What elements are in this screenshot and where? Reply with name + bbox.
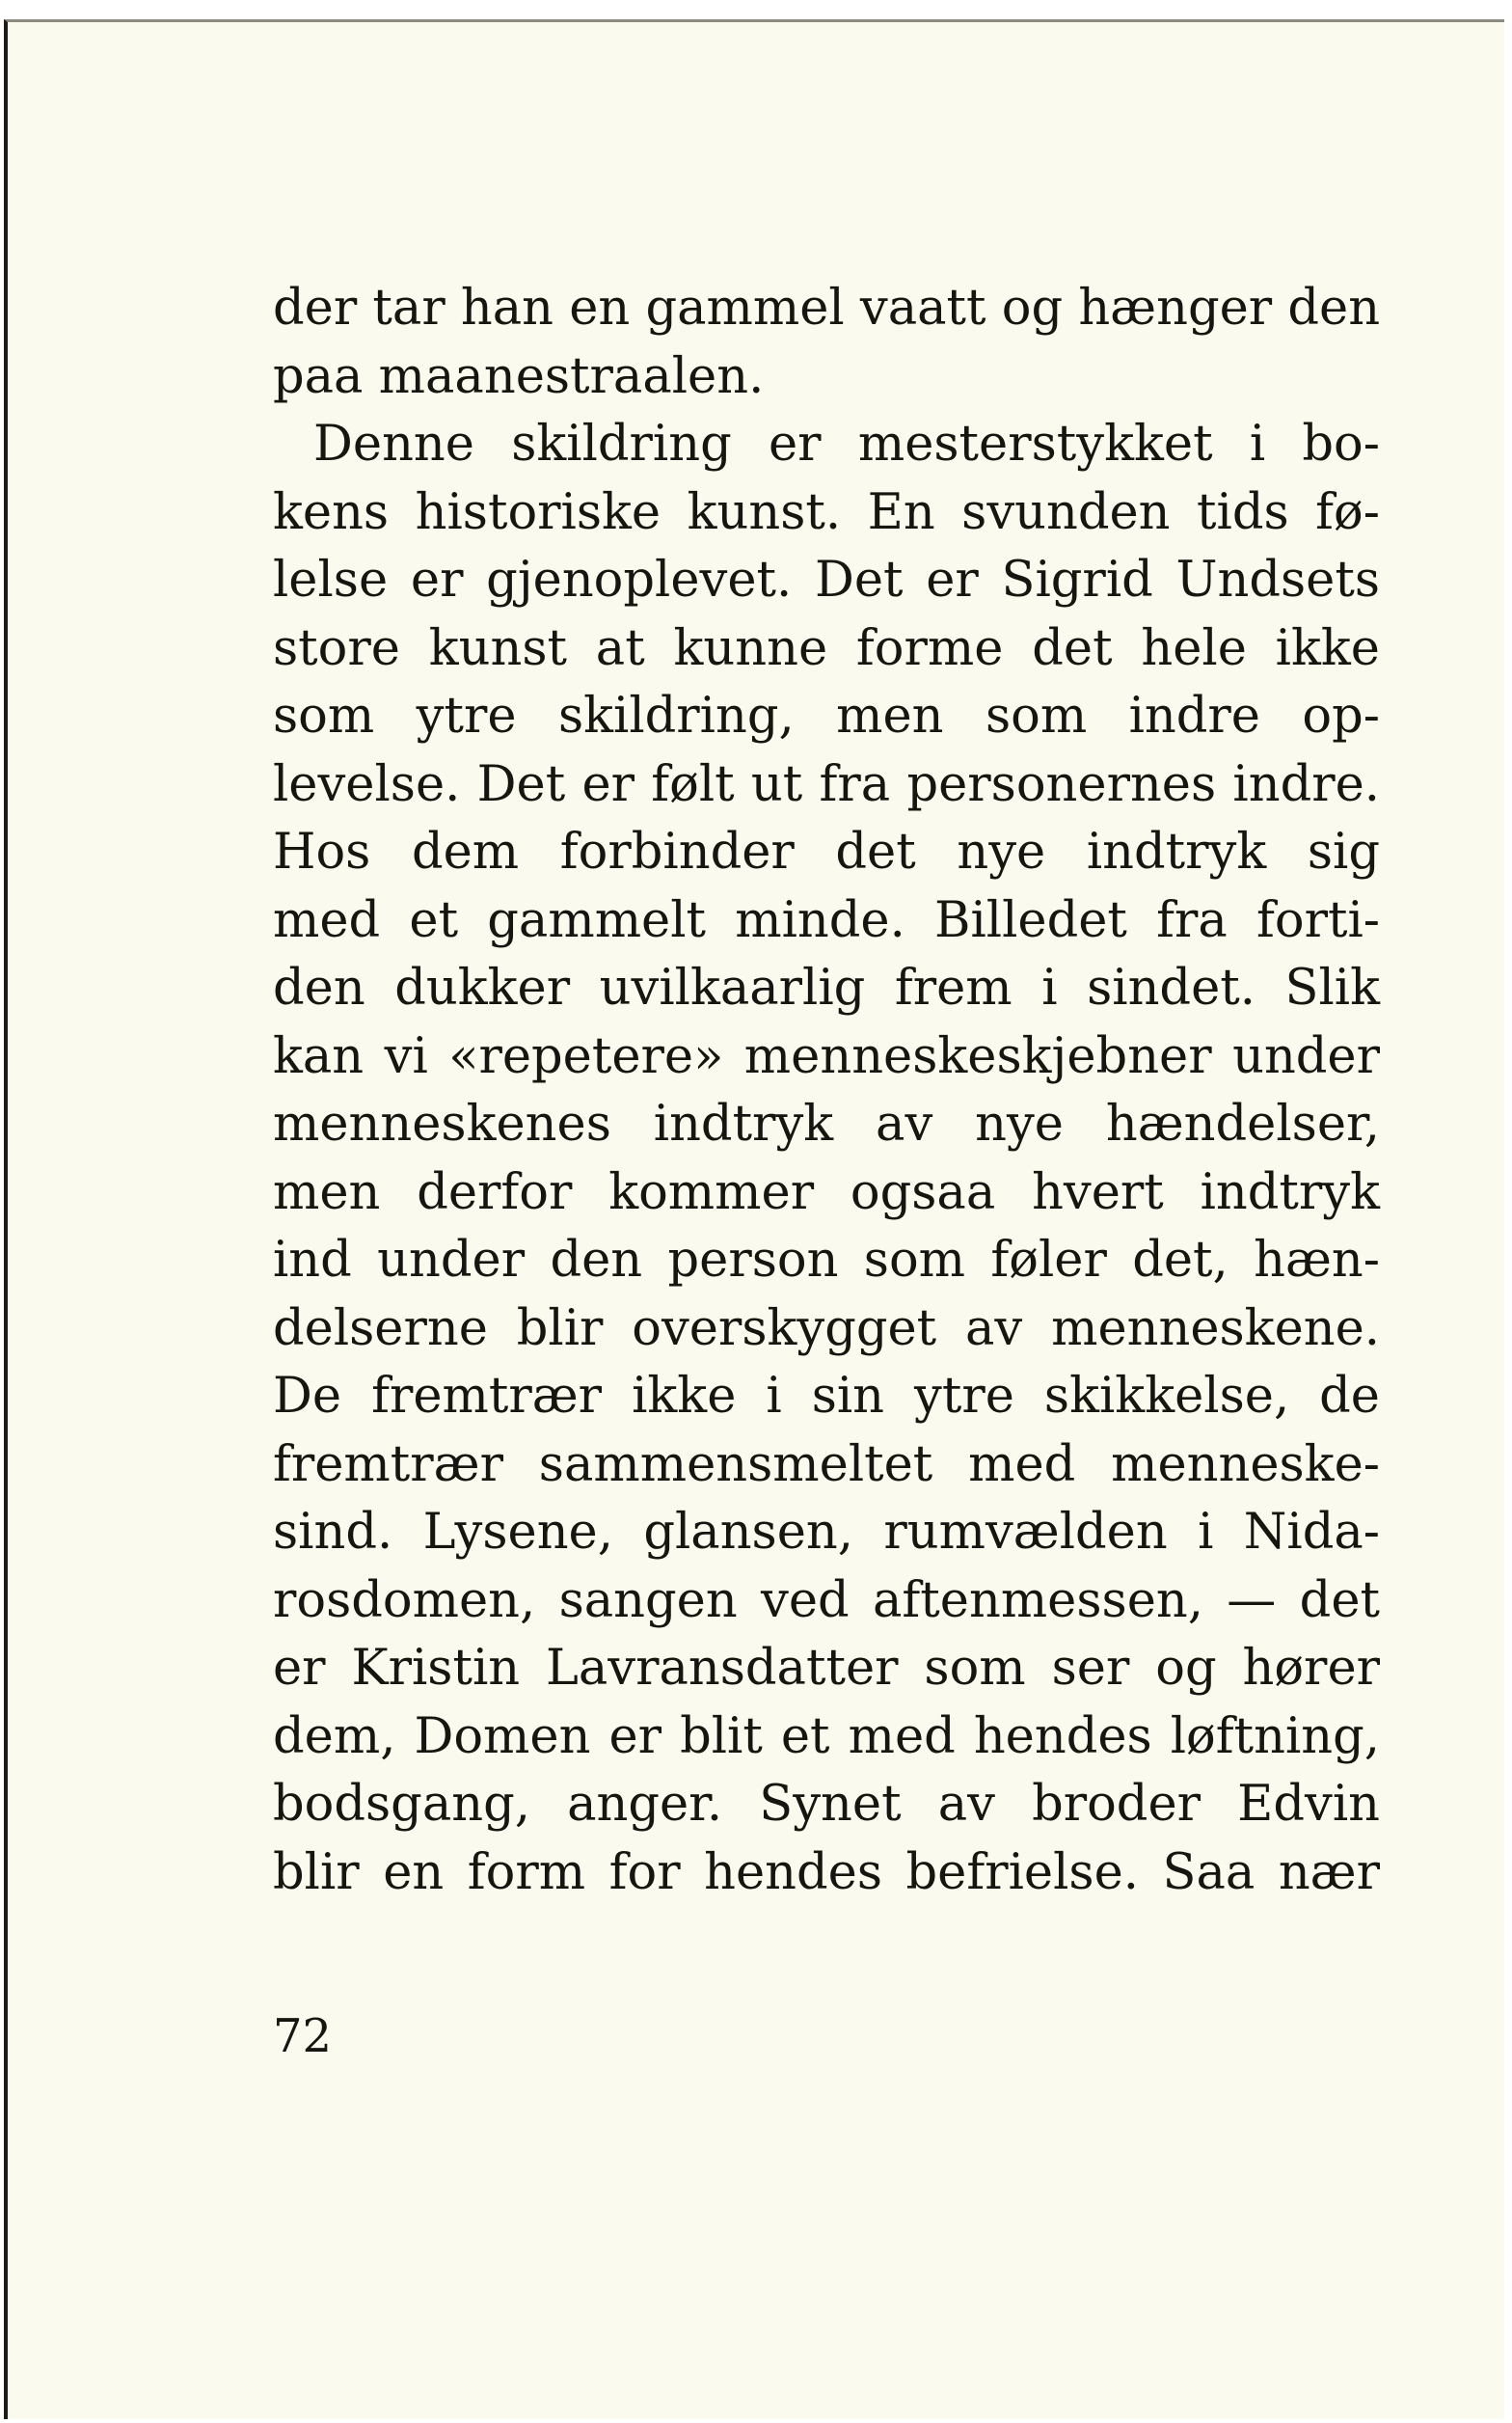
text-line: Denne skildring er mesterstykket i bo- (313, 416, 1380, 473)
text-line: ind under den person som føler det, hæn- (273, 1232, 1380, 1289)
text-line: sind. Lysene, glansen, rumvælden i Nida- (273, 1504, 1380, 1561)
text-line: kan vi «repetere» menneskeskjebner under (273, 1027, 1380, 1085)
text-line: De fremtrær ikke i sin ytre skikkelse, de (273, 1368, 1380, 1425)
text-line: paa maanestraalen. (273, 347, 765, 405)
text-line: delserne blir overskygget av menneskene. (273, 1299, 1380, 1357)
text-line: er Kristin Lavransdatter som ser og hører (273, 1640, 1380, 1697)
text-line: som ytre skildring, men som indre op- (273, 688, 1380, 745)
body-text (273, 275, 1380, 1907)
text-line: der tar han en gammel vaatt og hænger den (273, 280, 1381, 337)
text-line: den dukker uvilkaarlig frem i sindet. Slik (273, 960, 1380, 1017)
text-line: med et gammelt minde. Billedet fra forti- (273, 891, 1380, 949)
text-line: blir en form for hendes befrielse. Saa nær (273, 1843, 1380, 1901)
text-line: rosdomen, sangen ved aftenmessen, — det (273, 1571, 1380, 1629)
text-line: menneskenes indtryk av nye hændelser, (273, 1096, 1380, 1153)
text-line: store kunst at kunne forme det hele ikke (273, 619, 1380, 677)
text-line: levelse. Det er følt ut fra personernes indre. (273, 755, 1380, 813)
text-line: Hos dem forbinder det nye indtryk sig (273, 824, 1380, 881)
text-line: kens historiske kunst. En svunden tids fø- (273, 483, 1380, 541)
text-line: lelse er gjenoplevet. Det er Sigrid Undsets (273, 552, 1380, 609)
text-line: dem, Domen er blit et med hendes løftning, (273, 1707, 1380, 1765)
text-line: bodsgang, anger. Synet av broder Edvin (273, 1776, 1380, 1833)
text-line: fremtrær sammensmeltet med menneske- (273, 1435, 1380, 1493)
page-number: 72 (273, 2009, 333, 2063)
scan-border (0, 0, 1512, 19)
text-line: men derfor kommer ogsaa hvert indtryk (273, 1163, 1380, 1221)
